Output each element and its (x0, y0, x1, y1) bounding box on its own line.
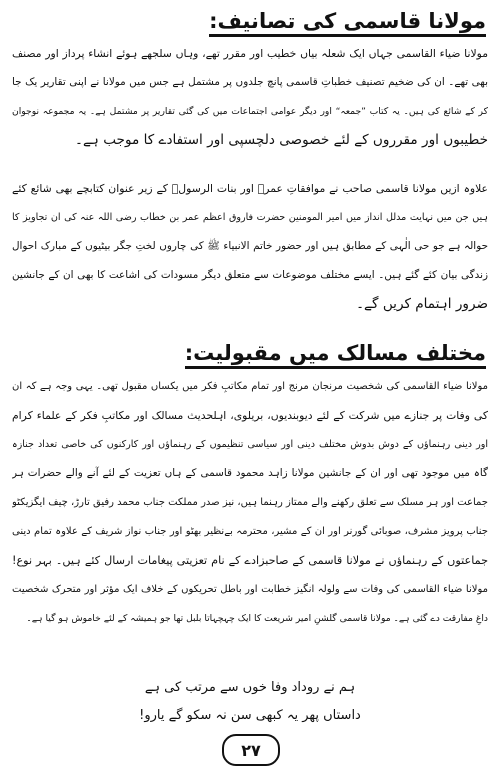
verse-line: ہم نے روداد وفا خوں سے مرتب کی ہے (144, 680, 356, 695)
paragraph (12, 174, 488, 319)
text-line: جماعت اور ہر مسلک سے تعلق رکھنے والے ممتاز رہنما ہیں، نیز صدر مملکت جناب محمد رفیق تارڑ، چیف ایگزیکٹو (12, 497, 488, 508)
text-line: کی وفات پر جنازے میں شرکت کے لئے دیوبندیوں، بریلوی، اہلحدیث مسالک اور مکاتبِ فکر کے علماء کرام (12, 409, 488, 422)
page-number (222, 734, 280, 766)
text-line: حوالہ ہے جو حی الٰہی کے مطابق ہیں اور حضور خاتم الانبیاء ﷺ کی چاروں لختِ جگر بیٹیوں کے مبارک احوال (12, 240, 488, 252)
text-line: جناب پرویز مشرف، صوبائی گورنر اور ان کے مشیر، محترمہ بےنظیر بھٹو اور جناب نواز شریف کے علاوہ تمام دینی (12, 526, 488, 537)
text-line: خطیبوں اور مقرروں کے لئے خصوصی دلچسپی اور استفادے کا موجب ہے۔ (74, 132, 488, 148)
text-line: اور دینی رہنماؤں کے دوش بدوش مختلف دینی اور سیاسی تنظیموں کے رہنماؤں اور کارکنوں کی خاصی تعداد جنازہ (12, 439, 488, 450)
verse (60, 674, 440, 730)
page-number-text: ۲۷ (241, 740, 261, 760)
verse-line: داستاں پھر یہ کبھی سن نہ سکو گے یارو! (139, 708, 361, 723)
text-line: ہیں جن میں نہایت مدلل انداز میں امیر المومنین حضرت فاروق اعظم عمر بن خطاب رضی اللہ عنہ کی ان تجاویز کا (12, 212, 488, 223)
text-line: کر کے شائع کی ہیں۔ یہ کتاب ”جمعہ“ اور دیگر عوامی اجتماعات میں کی گئی تقاریر پر مشتمل ہے۔ یہ مجموعہ نوجوان (12, 106, 488, 117)
text-line: مولانا ضیاء القاسمی کی وفات سے ولولہ انگیز خطابت اور باطل تحریکوں کے خلاف ایک مؤثر اور متحرک شخصیت (12, 584, 488, 595)
section-heading-text: مختلف مسالک میں مقبولیت: (185, 340, 486, 369)
text-line: مولانا ضیاء القاسمی کی شخصیت مرنجان مرنج اور تمام مکاتبِ فکر میں یکساں مقبول تھی۔ یہی وجہ ہے کہ ان (12, 381, 488, 392)
paragraph (12, 372, 488, 633)
text-line: ضرور اہتمام کریں گے۔ (356, 296, 488, 312)
text-line: داغِ مفارقت دے گئی ہے۔ مولانا قاسمی گلشنِ امیر شریعت کا ایک چہچہاتا بلبل تھا جو ہمیشہ کے لئے خاموش ہو گیا ہے۔ (26, 613, 488, 624)
text-line: مولانا ضیاء القاسمی جہاں ایک شعلہ بیاں خطیب اور مقرر تھے، وہاں سلجھے ہوئے انشاء پرداز اور مصنف (12, 47, 488, 60)
text-line: علاوہ ازیں مولانا قاسمی صاحب نے موافقاتِ عمرؓ اور بنات الرسولؐ کے زیر عنوان کتابچے بھی شائع کئے (12, 182, 488, 195)
text-line: گاہ میں موجود تھی اور ان کے جانشین مولانا زاہد محمود قاسمی کے ہاں تعزیت کے لئے آنے والے حضرات ہر (12, 467, 488, 479)
text-line: جماعتوں کے رہنماؤں نے مولانا قاسمی کے صاحبزادے کے نام تعزیتی پیغامات ارسال کئے ہیں۔ بہر نوع! (12, 554, 488, 567)
text-line: بھی تھے۔ ان کی ضخیم تصنیف خطباتِ قاسمی پانچ جلدوں پر مشتمل ہے جس میں مولانا نے اپنی تقاریر یک جا (12, 76, 488, 88)
paragraph (12, 39, 488, 155)
section-heading (209, 6, 486, 38)
section-heading-text: مولانا قاسمی کی تصانیف: (209, 8, 486, 37)
text-line: زندگی بیان کئے گئے ہیں۔ ایسے مختلف موضوعات سے متعلق دیگر مسودات کی اشاعت کا بھی ان کے جانشین (12, 269, 488, 281)
section-heading (185, 338, 486, 370)
